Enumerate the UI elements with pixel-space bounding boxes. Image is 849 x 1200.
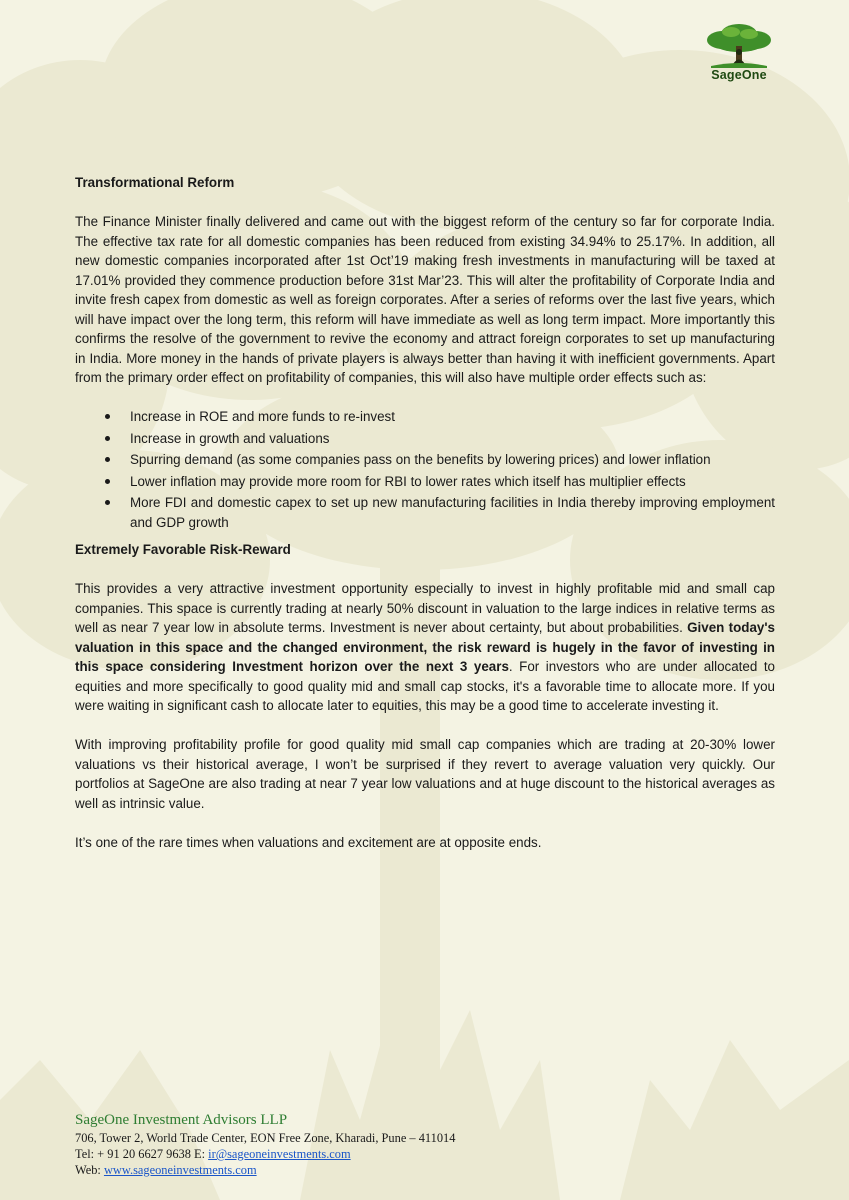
footer-web-label: Web: bbox=[75, 1163, 104, 1177]
opportunity-text-bold: Given today's valuation in this space and the changed environment, the risk reward is hugely in the favor of investing in this space considering Investment horizon over the next 3 years bbox=[75, 620, 776, 674]
order-effects-list bbox=[75, 407, 775, 532]
profitability-paragraph: With improving profitability profile for good quality mid small cap companies which are trading at 20-30% lower valuations vs their historical average, I won’t be surprised if they revert to average valuation very quickly. Our portfolios at SageOne are also trading at near 7 year low valuations and at huge discount to the historical averages as well as intrinsic value. bbox=[75, 737, 775, 811]
list-item: More FDI and domestic capex to set up new manufacturing facilities in India thereby improving employment and GDP growth bbox=[130, 493, 775, 532]
section-heading-transformational-reform: Transformational Reform bbox=[75, 175, 235, 190]
document-body bbox=[75, 173, 775, 872]
footer-email-link[interactable]: ir@sageoneinvestments.com bbox=[208, 1147, 351, 1161]
section-heading-risk-reward: Extremely Favorable Risk-Reward bbox=[75, 542, 291, 557]
footer-web-line bbox=[75, 1162, 455, 1178]
logo-brand-text: SageOne bbox=[711, 68, 767, 82]
footer bbox=[75, 1111, 455, 1178]
footer-contact-line bbox=[75, 1146, 455, 1162]
opportunity-paragraph bbox=[75, 579, 775, 716]
opportunity-text-end: . For investors who are under allocated to equities and more specifically to good quality mid and small cap stocks, it's a favorable time to allocate more. If you were waiting in significant cash to allocate later to equities, this may be a good time to accelerate investing it. bbox=[75, 659, 775, 713]
opportunity-text-start: This provides a very attractive investment opportunity especially to invest in highly profitable mid and small cap companies. This space is currently trading at nearly 50% discount in valuation to the large indices in relative terms as well as near 7 year low in absolute terms. Investment is never about certainty, but about probabilities. bbox=[75, 581, 775, 635]
reform-paragraph: The Finance Minister finally delivered and came out with the biggest reform of the century so far for corporate India. The effective tax rate for all domestic companies has been reduced from existing 34.94% to 25.17%. In addition, all new domestic companies incorporated after 1st Oct’19 making fresh investments in manufacturing will be taxed at 17.01% provided they commence production before 31st Mar’23. This will alter the profitability of Corporate India and invite fresh capex from domestic as well as foreign corporates. After a series of reforms over the last five years, which will have impact over the long term, this reform will have immediate as well as long term impact. More importantly this confirms the resolve of the government to revive the economy and attract foreign corporates to set up manufacturing in India. More money in the hands of private players is always better than having it with inefficient governments. Apart from the primary order effect on profitability of companies, this will also have multiple order effects such as: bbox=[75, 214, 775, 385]
list-item: Spurring demand (as some companies pass on the benefits by lowering prices) and lower inflation bbox=[130, 450, 775, 470]
tree-logo-icon bbox=[703, 22, 775, 68]
list-item: Increase in growth and valuations bbox=[130, 429, 775, 449]
footer-tel-label: Tel: + 91 20 6627 9638 E: bbox=[75, 1147, 209, 1161]
footer-website-link[interactable]: www.sageoneinvestments.com bbox=[103, 1163, 257, 1177]
list-item: Lower inflation may provide more room for RBI to lower rates which itself has multiplier effects bbox=[130, 472, 775, 492]
footer-company-name: SageOne Investment Advisors LLP bbox=[75, 1112, 288, 1128]
footer-address: 706, Tower 2, World Trade Center, EON Free Zone, Kharadi, Pune – 411014 bbox=[75, 1131, 456, 1145]
closing-paragraph: It’s one of the rare times when valuations and excitement are at opposite ends. bbox=[75, 834, 542, 850]
list-item: Increase in ROE and more funds to re-invest bbox=[130, 407, 775, 427]
sageone-logo bbox=[700, 22, 778, 84]
